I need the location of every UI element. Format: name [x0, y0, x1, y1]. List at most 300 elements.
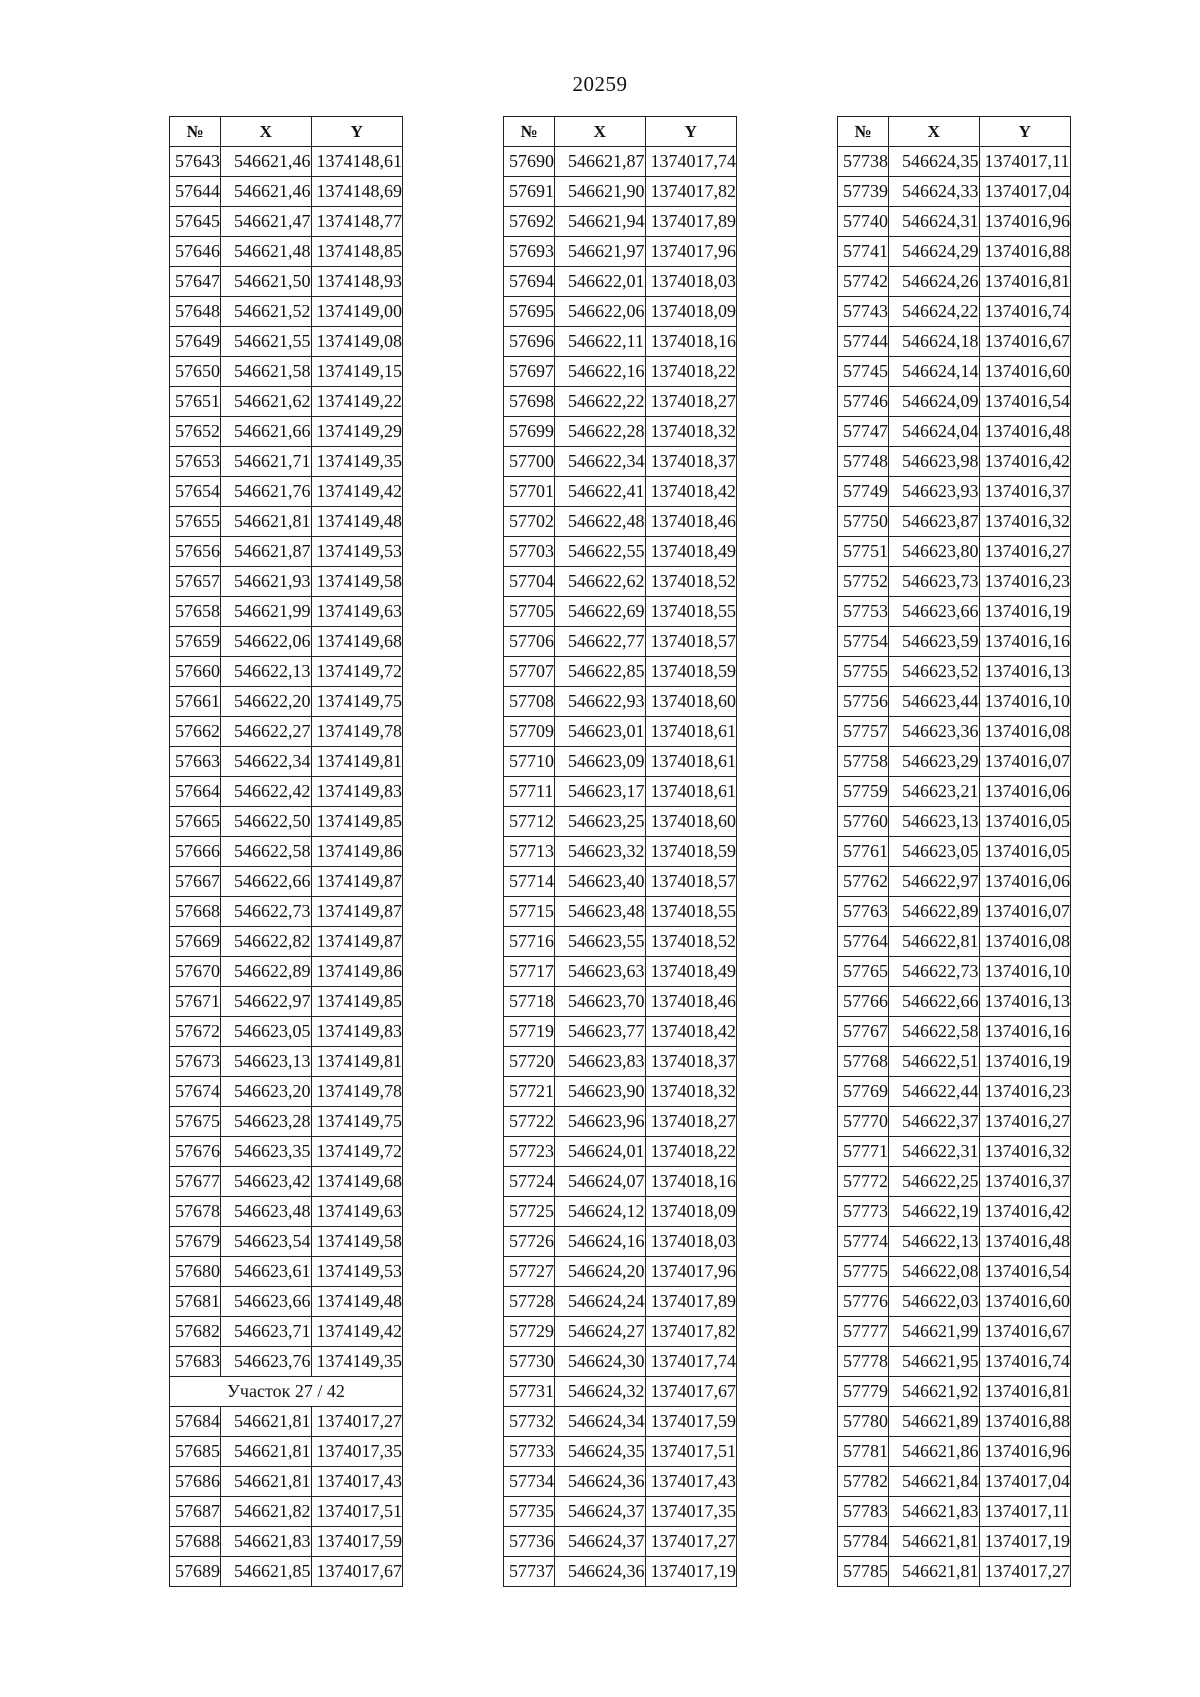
point-number-cell: 57764 [838, 927, 889, 957]
table-row [838, 747, 1071, 777]
x-coordinate-cell: 546622,01 [555, 267, 646, 297]
point-number-cell: 57735 [504, 1497, 555, 1527]
y-coordinate-cell: 1374149,86 [311, 957, 403, 987]
table-row [504, 747, 737, 777]
table-row [838, 177, 1071, 207]
table-row [170, 1287, 403, 1317]
point-number-cell: 57693 [504, 237, 555, 267]
coordinate-table-3 [837, 116, 1071, 1587]
point-number-cell: 57699 [504, 417, 555, 447]
y-coordinate-cell: 1374017,27 [979, 1557, 1071, 1587]
x-coordinate-cell: 546623,80 [889, 537, 980, 567]
y-coordinate-cell: 1374017,82 [645, 177, 737, 207]
table-row [170, 1077, 403, 1107]
y-coordinate-cell: 1374018,03 [645, 267, 737, 297]
table-row [504, 837, 737, 867]
table-row [170, 987, 403, 1017]
x-coordinate-cell: 546623,01 [555, 717, 646, 747]
point-number-cell: 57748 [838, 447, 889, 477]
point-number-cell: 57673 [170, 1047, 221, 1077]
column-header-number: № [170, 117, 221, 147]
point-number-cell: 57648 [170, 297, 221, 327]
y-coordinate-cell: 1374017,35 [645, 1497, 737, 1527]
point-number-cell: 57732 [504, 1407, 555, 1437]
x-coordinate-cell: 546623,35 [221, 1137, 312, 1167]
table-row [504, 1137, 737, 1167]
table-row [504, 1257, 737, 1287]
point-number-cell: 57696 [504, 327, 555, 357]
x-coordinate-cell: 546623,87 [889, 507, 980, 537]
y-coordinate-cell: 1374016,10 [979, 957, 1071, 987]
x-coordinate-cell: 546623,52 [889, 657, 980, 687]
table-row [504, 1377, 737, 1407]
x-coordinate-cell: 546623,70 [555, 987, 646, 1017]
point-number-cell: 57724 [504, 1167, 555, 1197]
x-coordinate-cell: 546624,12 [555, 1197, 646, 1227]
x-coordinate-cell: 546622,73 [889, 957, 980, 987]
table-row [170, 1017, 403, 1047]
y-coordinate-cell: 1374149,53 [311, 537, 403, 567]
column-header-number: № [504, 117, 555, 147]
point-number-cell: 57651 [170, 387, 221, 417]
y-coordinate-cell: 1374017,11 [979, 1497, 1071, 1527]
point-number-cell: 57702 [504, 507, 555, 537]
y-coordinate-cell: 1374016,42 [979, 447, 1071, 477]
x-coordinate-cell: 546622,22 [555, 387, 646, 417]
table-row [838, 1437, 1071, 1467]
table-row [838, 537, 1071, 567]
table-row [504, 987, 737, 1017]
x-coordinate-cell: 546623,66 [889, 597, 980, 627]
y-coordinate-cell: 1374016,32 [979, 507, 1071, 537]
table-row [504, 147, 737, 177]
table-row [838, 1347, 1071, 1377]
x-coordinate-cell: 546624,36 [555, 1557, 646, 1587]
x-coordinate-cell: 546623,29 [889, 747, 980, 777]
x-coordinate-cell: 546623,77 [555, 1017, 646, 1047]
y-coordinate-cell: 1374016,07 [979, 897, 1071, 927]
point-number-cell: 57703 [504, 537, 555, 567]
x-coordinate-cell: 546622,58 [221, 837, 312, 867]
table-row [170, 897, 403, 927]
x-coordinate-cell: 546622,69 [555, 597, 646, 627]
point-number-cell: 57766 [838, 987, 889, 1017]
table-row [170, 657, 403, 687]
point-number-cell: 57707 [504, 657, 555, 687]
y-coordinate-cell: 1374148,77 [311, 207, 403, 237]
y-coordinate-cell: 1374016,48 [979, 1227, 1071, 1257]
y-coordinate-cell: 1374149,48 [311, 1287, 403, 1317]
point-number-cell: 57729 [504, 1317, 555, 1347]
point-number-cell: 57719 [504, 1017, 555, 1047]
y-coordinate-cell: 1374018,37 [645, 447, 737, 477]
x-coordinate-cell: 546623,40 [555, 867, 646, 897]
x-coordinate-cell: 546622,19 [889, 1197, 980, 1227]
point-number-cell: 57753 [838, 597, 889, 627]
y-coordinate-cell: 1374016,13 [979, 657, 1071, 687]
x-coordinate-cell: 546624,07 [555, 1167, 646, 1197]
y-coordinate-cell: 1374017,96 [645, 237, 737, 267]
table-row [170, 1107, 403, 1137]
table-row [170, 747, 403, 777]
table-row [170, 1197, 403, 1227]
point-number-cell: 57664 [170, 777, 221, 807]
x-coordinate-cell: 546622,08 [889, 1257, 980, 1287]
y-coordinate-cell: 1374016,32 [979, 1137, 1071, 1167]
point-number-cell: 57661 [170, 687, 221, 717]
point-number-cell: 57706 [504, 627, 555, 657]
x-coordinate-cell: 546621,81 [889, 1557, 980, 1587]
column-header-number: № [838, 117, 889, 147]
table-row [838, 717, 1071, 747]
x-coordinate-cell: 546621,46 [221, 177, 312, 207]
table-row [504, 807, 737, 837]
y-coordinate-cell: 1374018,16 [645, 1167, 737, 1197]
point-number-cell: 57653 [170, 447, 221, 477]
point-number-cell: 57740 [838, 207, 889, 237]
point-number-cell: 57769 [838, 1077, 889, 1107]
y-coordinate-cell: 1374149,87 [311, 897, 403, 927]
y-coordinate-cell: 1374017,89 [645, 1287, 737, 1317]
column-header-x: X [555, 117, 646, 147]
x-coordinate-cell: 546623,48 [221, 1197, 312, 1227]
x-coordinate-cell: 546623,28 [221, 1107, 312, 1137]
table-row [504, 207, 737, 237]
y-coordinate-cell: 1374018,46 [645, 507, 737, 537]
point-number-cell: 57758 [838, 747, 889, 777]
x-coordinate-cell: 546622,13 [889, 1227, 980, 1257]
table-row [838, 327, 1071, 357]
x-coordinate-cell: 546622,51 [889, 1047, 980, 1077]
y-coordinate-cell: 1374017,19 [645, 1557, 737, 1587]
x-coordinate-cell: 546621,47 [221, 207, 312, 237]
point-number-cell: 57654 [170, 477, 221, 507]
x-coordinate-cell: 546621,81 [221, 507, 312, 537]
x-coordinate-cell: 546622,82 [221, 927, 312, 957]
x-coordinate-cell: 546624,33 [889, 177, 980, 207]
table-row [838, 1407, 1071, 1437]
y-coordinate-cell: 1374017,35 [311, 1437, 403, 1467]
point-number-cell: 57652 [170, 417, 221, 447]
point-number-cell: 57690 [504, 147, 555, 177]
y-coordinate-cell: 1374149,08 [311, 327, 403, 357]
table-row [504, 717, 737, 747]
point-number-cell: 57675 [170, 1107, 221, 1137]
point-number-cell: 57711 [504, 777, 555, 807]
table-row [170, 477, 403, 507]
x-coordinate-cell: 546621,97 [555, 237, 646, 267]
point-number-cell: 57682 [170, 1317, 221, 1347]
table-row [838, 507, 1071, 537]
point-number-cell: 57783 [838, 1497, 889, 1527]
column-header-x: X [221, 117, 312, 147]
point-number-cell: 57761 [838, 837, 889, 867]
table-row [170, 537, 403, 567]
table-row [504, 387, 737, 417]
point-number-cell: 57768 [838, 1047, 889, 1077]
y-coordinate-cell: 1374016,88 [979, 1407, 1071, 1437]
point-number-cell: 57776 [838, 1287, 889, 1317]
point-number-cell: 57683 [170, 1347, 221, 1377]
point-number-cell: 57713 [504, 837, 555, 867]
point-number-cell: 57689 [170, 1557, 221, 1587]
x-coordinate-cell: 546622,66 [889, 987, 980, 1017]
x-coordinate-cell: 546622,16 [555, 357, 646, 387]
x-coordinate-cell: 546622,13 [221, 657, 312, 687]
point-number-cell: 57667 [170, 867, 221, 897]
table-row [504, 237, 737, 267]
table-row [170, 297, 403, 327]
point-number-cell: 57716 [504, 927, 555, 957]
point-number-cell: 57643 [170, 147, 221, 177]
point-number-cell: 57662 [170, 717, 221, 747]
x-coordinate-cell: 546622,62 [555, 567, 646, 597]
point-number-cell: 57709 [504, 717, 555, 747]
table-row [838, 1047, 1071, 1077]
y-coordinate-cell: 1374018,03 [645, 1227, 737, 1257]
table-row [838, 1467, 1071, 1497]
point-number-cell: 57694 [504, 267, 555, 297]
y-coordinate-cell: 1374149,58 [311, 1227, 403, 1257]
point-number-cell: 57739 [838, 177, 889, 207]
y-coordinate-cell: 1374016,96 [979, 1437, 1071, 1467]
x-coordinate-cell: 546622,97 [221, 987, 312, 1017]
table-row [504, 1017, 737, 1047]
x-coordinate-cell: 546624,35 [555, 1437, 646, 1467]
table-row [170, 1527, 403, 1557]
point-number-cell: 57681 [170, 1287, 221, 1317]
table-row [170, 507, 403, 537]
x-coordinate-cell: 546623,09 [555, 747, 646, 777]
y-coordinate-cell: 1374017,43 [311, 1467, 403, 1497]
table-row [504, 1047, 737, 1077]
x-coordinate-cell: 546624,26 [889, 267, 980, 297]
coordinate-table-1 [169, 116, 403, 1587]
y-coordinate-cell: 1374018,09 [645, 297, 737, 327]
y-coordinate-cell: 1374017,74 [645, 1347, 737, 1377]
x-coordinate-cell: 546624,18 [889, 327, 980, 357]
table-row [504, 897, 737, 927]
y-coordinate-cell: 1374016,60 [979, 1287, 1071, 1317]
table-row [504, 657, 737, 687]
table-row [838, 567, 1071, 597]
x-coordinate-cell: 546623,44 [889, 687, 980, 717]
point-number-cell: 57665 [170, 807, 221, 837]
point-number-cell: 57771 [838, 1137, 889, 1167]
x-coordinate-cell: 546621,87 [221, 537, 312, 567]
y-coordinate-cell: 1374018,42 [645, 477, 737, 507]
y-coordinate-cell: 1374016,74 [979, 1347, 1071, 1377]
y-coordinate-cell: 1374018,32 [645, 417, 737, 447]
y-coordinate-cell: 1374017,11 [979, 147, 1071, 177]
table-row [504, 627, 737, 657]
x-coordinate-cell: 546622,06 [221, 627, 312, 657]
y-coordinate-cell: 1374149,68 [311, 627, 403, 657]
x-coordinate-cell: 546622,97 [889, 867, 980, 897]
point-number-cell: 57785 [838, 1557, 889, 1587]
table-row [170, 807, 403, 837]
y-coordinate-cell: 1374149,83 [311, 1017, 403, 1047]
y-coordinate-cell: 1374149,63 [311, 1197, 403, 1227]
y-coordinate-cell: 1374016,81 [979, 267, 1071, 297]
point-number-cell: 57759 [838, 777, 889, 807]
x-coordinate-cell: 546624,37 [555, 1527, 646, 1557]
x-coordinate-cell: 546624,35 [889, 147, 980, 177]
x-coordinate-cell: 546623,54 [221, 1227, 312, 1257]
x-coordinate-cell: 546621,46 [221, 147, 312, 177]
x-coordinate-cell: 546624,04 [889, 417, 980, 447]
table-row [838, 387, 1071, 417]
y-coordinate-cell: 1374149,86 [311, 837, 403, 867]
table-row [504, 447, 737, 477]
x-coordinate-cell: 546621,55 [221, 327, 312, 357]
point-number-cell: 57678 [170, 1197, 221, 1227]
point-number-cell: 57737 [504, 1557, 555, 1587]
table-row [838, 297, 1071, 327]
point-number-cell: 57650 [170, 357, 221, 387]
y-coordinate-cell: 1374018,32 [645, 1077, 737, 1107]
x-coordinate-cell: 546623,05 [889, 837, 980, 867]
y-coordinate-cell: 1374149,72 [311, 657, 403, 687]
point-number-cell: 57782 [838, 1467, 889, 1497]
y-coordinate-cell: 1374149,35 [311, 447, 403, 477]
table-row [170, 1497, 403, 1527]
table-row [838, 777, 1071, 807]
table-row [504, 1437, 737, 1467]
table-row [170, 597, 403, 627]
y-coordinate-cell: 1374017,89 [645, 207, 737, 237]
point-number-cell: 57745 [838, 357, 889, 387]
y-coordinate-cell: 1374149,48 [311, 507, 403, 537]
y-coordinate-cell: 1374016,08 [979, 927, 1071, 957]
table-row [838, 867, 1071, 897]
x-coordinate-cell: 546622,73 [221, 897, 312, 927]
x-coordinate-cell: 546623,32 [555, 837, 646, 867]
table-row [504, 1287, 737, 1317]
table-row [504, 597, 737, 627]
table-row [170, 447, 403, 477]
x-coordinate-cell: 546622,28 [555, 417, 646, 447]
y-coordinate-cell: 1374016,23 [979, 567, 1071, 597]
table-row [504, 687, 737, 717]
table-row [170, 147, 403, 177]
point-number-cell: 57659 [170, 627, 221, 657]
y-coordinate-cell: 1374149,75 [311, 1107, 403, 1137]
y-coordinate-cell: 1374018,16 [645, 327, 737, 357]
point-number-cell: 57679 [170, 1227, 221, 1257]
x-coordinate-cell: 546621,85 [221, 1557, 312, 1587]
y-coordinate-cell: 1374016,06 [979, 867, 1071, 897]
x-coordinate-cell: 546622,93 [555, 687, 646, 717]
point-number-cell: 57736 [504, 1527, 555, 1557]
point-number-cell: 57770 [838, 1107, 889, 1137]
x-coordinate-cell: 546621,90 [555, 177, 646, 207]
point-number-cell: 57762 [838, 867, 889, 897]
point-number-cell: 57755 [838, 657, 889, 687]
x-coordinate-cell: 546623,96 [555, 1107, 646, 1137]
table-row [504, 537, 737, 567]
table-row [838, 1557, 1071, 1587]
y-coordinate-cell: 1374149,15 [311, 357, 403, 387]
y-coordinate-cell: 1374018,55 [645, 597, 737, 627]
y-coordinate-cell: 1374018,22 [645, 1137, 737, 1167]
point-number-cell: 57727 [504, 1257, 555, 1287]
y-coordinate-cell: 1374149,42 [311, 477, 403, 507]
x-coordinate-cell: 546623,55 [555, 927, 646, 957]
table-row [504, 327, 737, 357]
point-number-cell: 57714 [504, 867, 555, 897]
y-coordinate-cell: 1374016,67 [979, 1317, 1071, 1347]
y-coordinate-cell: 1374148,61 [311, 147, 403, 177]
table-row [170, 1407, 403, 1437]
point-number-cell: 57760 [838, 807, 889, 837]
x-coordinate-cell: 546624,27 [555, 1317, 646, 1347]
x-coordinate-cell: 546621,81 [221, 1467, 312, 1497]
table-row [504, 507, 737, 537]
table-row [838, 657, 1071, 687]
x-coordinate-cell: 546622,37 [889, 1107, 980, 1137]
point-number-cell: 57750 [838, 507, 889, 537]
table-row [504, 777, 737, 807]
table-row [170, 177, 403, 207]
y-coordinate-cell: 1374016,74 [979, 297, 1071, 327]
point-number-cell: 57751 [838, 537, 889, 567]
x-coordinate-cell: 546622,34 [555, 447, 646, 477]
table-row [838, 1377, 1071, 1407]
table-row [838, 987, 1071, 1017]
table-row [838, 357, 1071, 387]
x-coordinate-cell: 546624,16 [555, 1227, 646, 1257]
y-coordinate-cell: 1374018,59 [645, 657, 737, 687]
x-coordinate-cell: 546622,41 [555, 477, 646, 507]
table-row [838, 807, 1071, 837]
table-row [170, 687, 403, 717]
x-coordinate-cell: 546621,99 [221, 597, 312, 627]
x-coordinate-cell: 546621,48 [221, 237, 312, 267]
point-number-cell: 57663 [170, 747, 221, 777]
x-coordinate-cell: 546621,95 [889, 1347, 980, 1377]
point-number-cell: 57722 [504, 1107, 555, 1137]
x-coordinate-cell: 546623,21 [889, 777, 980, 807]
table-row [838, 1167, 1071, 1197]
table-row [838, 237, 1071, 267]
point-number-cell: 57695 [504, 297, 555, 327]
table-row [838, 1527, 1071, 1557]
point-number-cell: 57698 [504, 387, 555, 417]
table-row [170, 1437, 403, 1467]
x-coordinate-cell: 546622,20 [221, 687, 312, 717]
x-coordinate-cell: 546623,63 [555, 957, 646, 987]
y-coordinate-cell: 1374016,05 [979, 807, 1071, 837]
point-number-cell: 57780 [838, 1407, 889, 1437]
y-coordinate-cell: 1374016,88 [979, 237, 1071, 267]
y-coordinate-cell: 1374016,96 [979, 207, 1071, 237]
table-row [838, 1497, 1071, 1527]
x-coordinate-cell: 546621,83 [221, 1527, 312, 1557]
point-number-cell: 57676 [170, 1137, 221, 1167]
y-coordinate-cell: 1374018,22 [645, 357, 737, 387]
y-coordinate-cell: 1374148,85 [311, 237, 403, 267]
y-coordinate-cell: 1374018,46 [645, 987, 737, 1017]
x-coordinate-cell: 546622,34 [221, 747, 312, 777]
table-row [170, 1557, 403, 1587]
y-coordinate-cell: 1374149,63 [311, 597, 403, 627]
table-row [838, 1287, 1071, 1317]
table-row [838, 267, 1071, 297]
table-row [838, 1257, 1071, 1287]
point-number-cell: 57778 [838, 1347, 889, 1377]
point-number-cell: 57670 [170, 957, 221, 987]
